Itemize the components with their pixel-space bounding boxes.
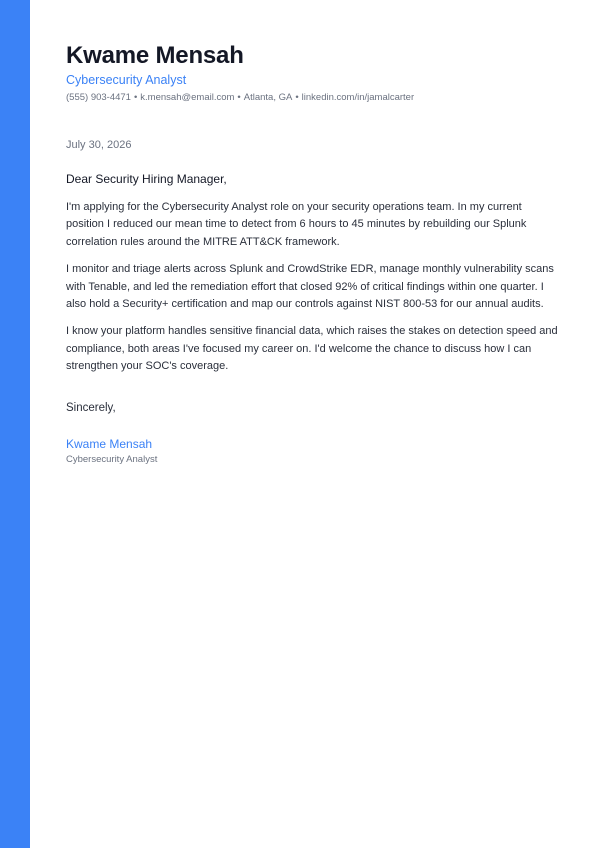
contact-separator: • bbox=[295, 92, 299, 103]
signature-title: Cybersecurity Analyst bbox=[66, 454, 158, 465]
contact-location: Atlanta, GA bbox=[243, 92, 293, 103]
applicant-title: Cybersecurity Analyst bbox=[66, 73, 187, 87]
contact-line bbox=[66, 92, 414, 103]
signature-name: Kwame Mensah bbox=[66, 437, 153, 451]
contact-email[interactable]: k.mensah@email.com bbox=[140, 92, 235, 103]
letter-date: July 30, 2026 bbox=[66, 139, 132, 151]
letter-body bbox=[66, 199, 562, 386]
contact-separator: • bbox=[133, 92, 138, 103]
contact-separator: • bbox=[237, 92, 241, 103]
contact-phone: (555) 903-4471 bbox=[66, 92, 131, 103]
letter-paragraph: I'm applying for the Cybersecurity Analyst role on your security operations team. In my current position I reduced our mean time to detect from 6 hours to 45 minutes by rebuilding our Splunk correlation rules around the MITRE ATT&CK framework. bbox=[66, 201, 527, 248]
contact-linkedin[interactable]: linkedin.com/in/jamalcarter bbox=[301, 92, 415, 103]
letter-paragraph: I know your platform handles sensitive financial data, which raises the stakes on detection speed and compliance, both areas I've focused my career on. I'd welcome the chance to discuss how I can strengthen your SOC's coverage. bbox=[66, 325, 558, 373]
accent-sidebar-bar bbox=[0, 0, 30, 848]
letter-salutation: Dear Security Hiring Manager, bbox=[66, 172, 227, 186]
letter-paragraph: I monitor and triage alerts across Splunk and CrowdStrike EDR, manage monthly vulnerability scans with Tenable, and led the remediation effort that closed 92% of critical findings within one quarter. I also hold a Security+ certification and map our controls against NIST 800-53 for our annual audits. bbox=[66, 263, 554, 311]
applicant-name: Kwame Mensah bbox=[66, 42, 244, 69]
letter-closing: Sincerely, bbox=[66, 402, 116, 414]
